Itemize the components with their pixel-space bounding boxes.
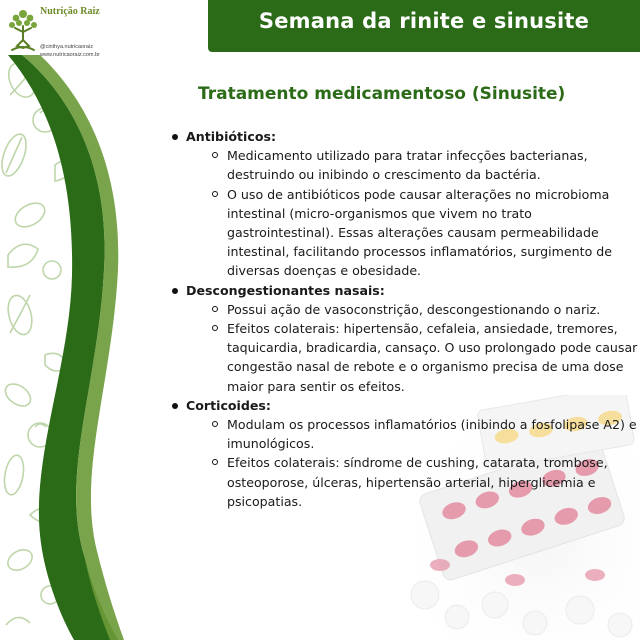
treatment-detail: Modulam os processos inflamatórios (inibindo a fosfolipase A2) e imunológicos. [210, 415, 638, 453]
treatment-details [186, 415, 638, 511]
content-list [168, 127, 638, 511]
brand-name: Nutrição Raiz [40, 6, 100, 17]
treatment-details [186, 146, 638, 280]
treatment-item [168, 396, 638, 511]
treatment-item [168, 127, 638, 281]
brand-website: www.nutricaoraiz.com.br [40, 52, 100, 58]
treatment-detail: Medicamento utilizado para tratar infecções bacterianas, destruindo ou inibindo o crescimento da bactéria. [210, 146, 638, 184]
treatment-label: Antibióticos: [186, 129, 277, 144]
treatment-detail: O uso de antibióticos pode causar alterações no microbioma intestinal (micro-organismos que vivem no trato gastrointestinal). Essas alterações causam permeabilidade intestinal, facilitando processos inflamatórios, surgimento de diversas doenças e obesidade. [210, 185, 638, 281]
page-title: Semana da rinite e sinusite [258, 9, 590, 33]
treatment-details [186, 300, 638, 396]
vegetable-pattern-decoration [0, 55, 130, 640]
brand-block [4, 4, 124, 60]
header-banner [208, 0, 640, 52]
treatment-detail: Efeitos colaterais: hipertensão, cefaleia, ansiedade, tremores, taquicardia, bradicardia, cansaço. O uso prolongado pode causar congestão nasal de rebote e o organismo precisa de uma dose maior para sentir os efeitos. [210, 319, 638, 396]
treatment-detail: Possui ação de vasoconstrição, descongestionando o nariz. [210, 300, 638, 319]
tree-person-logo-icon [6, 6, 40, 52]
section-title: Tratamento medicamentoso (Sinusite) [198, 84, 566, 104]
treatment-detail: Efeitos colaterais: síndrome de cushing, catarata, trombose, osteoporose, úlceras, hipertensão arterial, hiperglicemia e psicopatias. [210, 453, 638, 511]
treatment-item [168, 281, 638, 396]
treatment-label: Corticoides: [186, 397, 271, 413]
brand-handle: @cinthya.nutricaoraiz [40, 44, 93, 50]
treatment-label: Descongestionantes nasais: [186, 282, 385, 298]
treatment-list [168, 127, 638, 511]
